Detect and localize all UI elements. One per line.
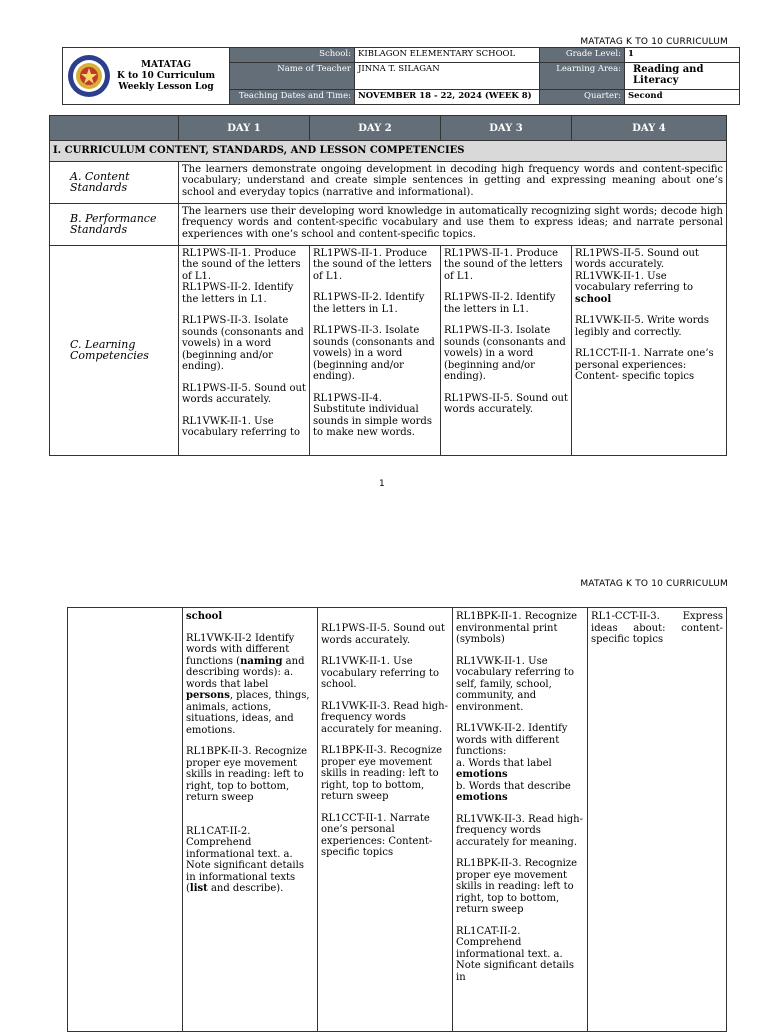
competency-item: RL1PWS-II-5. Sound out words accurately. (321, 623, 445, 646)
competency-item: RL1PWS-II-5. Sound out words accurately. (182, 382, 306, 405)
day-4-header: DAY 4 (572, 116, 727, 141)
content-standards-label: A. Content Standards (50, 161, 179, 203)
curriculum-header: MATATAG K TO 10 CURRICULUM (580, 37, 728, 47)
performance-standards-label: B. Performance Standards (50, 203, 179, 245)
area-value: Reading and Literacy (625, 63, 740, 89)
competency-item: RL1PWS-II-1. Produce the sound of the letters of L1. (313, 247, 432, 282)
competencies-day-2-continued (318, 608, 453, 1032)
competency-item: RL1PWS-II-1. Produce the sound of the letters of L1. (444, 247, 563, 282)
teacher-value: JINNA T. SILAGAN (355, 63, 540, 89)
competency-item: RL1PWS-II-4. Substitute individual sounds in simple words to make new words. (313, 392, 432, 438)
competency-item: RL1VWK-II-3. Read high-frequency words accurately for meaning. (321, 700, 449, 735)
competency-item: RL1PWS-II-2. Identify the letters in L1. (313, 292, 425, 315)
quarter-value: Second (625, 89, 740, 104)
competency-item: RL1PWS-II-5. Sound out words accurately. RL1VWK-II-1. Use vocabulary referring to (575, 247, 699, 293)
header-title-line-2: K to 10 Curriculum (116, 70, 216, 81)
competency-item: RL1CAT-II-2. Comprehend informational text. a. Note significant details in informational texts (list and describe). (186, 825, 304, 894)
competency-item: school (575, 293, 612, 305)
header-table (62, 47, 740, 105)
competencies-day-1-continued (183, 608, 318, 1032)
school-label: School: (230, 48, 355, 63)
competencies-day-1 (179, 245, 310, 455)
competency-item: RL1VWK-II-1. Use vocabulary referring to self, family, school, community, and environment. (456, 655, 574, 713)
logo-cell (63, 48, 230, 105)
competencies-day-3 (441, 245, 572, 455)
corner-header (50, 116, 179, 141)
performance-standards-text: The learners use their developing word knowledge in automatically recognizing sight words; decode high frequency words and content-specific vocabulary and use them to express ideas; and narrate personal experiences with one’s school and content-specific topics. (179, 203, 727, 245)
competency-item: RL1BPK-II-3. Recognize proper eye movement skills in reading: left to right, top to bottom, return sweep (456, 858, 578, 915)
competency-item: RL1BPK-II-1. Recognize environmental print (symbols) (456, 611, 578, 645)
competency-item: RL1VWK-II-2. Identify words with different functions: a. Words that label emotions b. Words that describe emotions (456, 723, 571, 803)
competency-item: RL1BPK-II-3. Recognize proper eye movement skills in reading: left to right, top to bottom, return sweep (186, 746, 308, 803)
lesson-log-table-continued (67, 607, 727, 1032)
grade-label: Grade Level: (540, 48, 625, 63)
competency-item: RL1CCT-II-1. Narrate one’s personal experiences: Content- specific topics (575, 348, 714, 382)
competencies-day-3-continued (453, 608, 588, 1032)
competency-item: RL1PWS-II-2. Identify the letters in L1. (444, 292, 556, 315)
competency-item: RL1PWS-II-5. Sound out words accurately. (444, 392, 568, 415)
competency-item: RL1PWS-II-1. Produce the sound of the letters of L1. RL1PWS-II-2. Identify the letters in L1. (182, 247, 301, 305)
quarter-label: Quarter: (540, 89, 625, 104)
page-number: 1 (379, 479, 385, 489)
day-1-header: DAY 1 (179, 116, 310, 141)
school-value: KIBLAGON ELEMENTARY SCHOOL (355, 48, 540, 63)
competency-item: RL1VWK-II-5. Write words legibly and correctly. (575, 315, 709, 338)
competency-item: RL1PWS-II-3. Isolate sounds (consonants and vowels) in a word (beginning and/or ending). (313, 325, 435, 382)
header-title-line-3: Weekly Lesson Log (118, 81, 214, 92)
competency-item: school (186, 611, 223, 622)
competency-item: RL1PWS-II-3. Isolate sounds (consonants and vowels) in a word (beginning and/or ending). (444, 325, 566, 382)
competency-item: RL1CAT-II-2. Comprehend informational text. a. Note significant details in (456, 925, 574, 983)
area-label: Learning Area: (540, 63, 625, 89)
lesson-log-table (49, 115, 727, 456)
competency-item: RL1BPK-II-3. Recognize proper eye movement skills in reading: left to right, top to bottom, return sweep (321, 745, 443, 802)
competency-item: RL1PWS-II-3. Isolate sounds (consonants and vowels) in a word (beginning and/or ending). (182, 315, 304, 372)
day-3-header: DAY 3 (441, 116, 572, 141)
competencies-day-4 (572, 245, 727, 455)
competency-item: RL1VWK-II-2 Identify words with different functions (naming and describing words): a. words that label persons, places, things, animals, actions, situations, ideas, and emotions. (186, 632, 310, 736)
competency-item: RL1-CCT-II-3. Express ideas about: content-specific topics (591, 611, 723, 645)
dates-label: Teaching Dates and Time: (230, 89, 355, 104)
competencies-day-2 (310, 245, 441, 455)
competencies-day-4-continued (588, 608, 727, 1032)
day-2-header: DAY 2 (310, 116, 441, 141)
curriculum-header: MATATAG K TO 10 CURRICULUM (580, 579, 728, 589)
dates-value: NOVEMBER 18 - 22, 2024 (WEEK 8) (355, 89, 540, 104)
section-title: I. CURRICULUM CONTENT, STANDARDS, AND LESSON COMPETENCIES (50, 141, 727, 162)
competency-item: RL1VWK-II-1. Use vocabulary referring to (182, 415, 300, 438)
teacher-label: Name of Teacher (230, 63, 355, 89)
competency-item: RL1VWK-II-1. Use vocabulary referring to school. (321, 656, 439, 690)
competency-item: RL1VWK-II-3. Read high- frequency words accurately for meaning. (456, 813, 584, 848)
label-column-empty (68, 608, 183, 1032)
grade-value: 1 (625, 48, 740, 63)
content-standards-text: The learners demonstrate ongoing development in decoding high frequency words and content-specific vocabulary; understand and create simple sentences in getting and expressing meaning about one’s school and everyday topics (narrative and informational). (179, 161, 727, 203)
competency-item: RL1CCT-II-1. Narrate one’s personal experiences: Content-specific topics (321, 812, 433, 858)
deped-seal-icon (67, 54, 111, 98)
learning-competencies-label: C. Learning Competencies (50, 245, 179, 455)
header-title-line-1: MATATAG (140, 59, 192, 70)
